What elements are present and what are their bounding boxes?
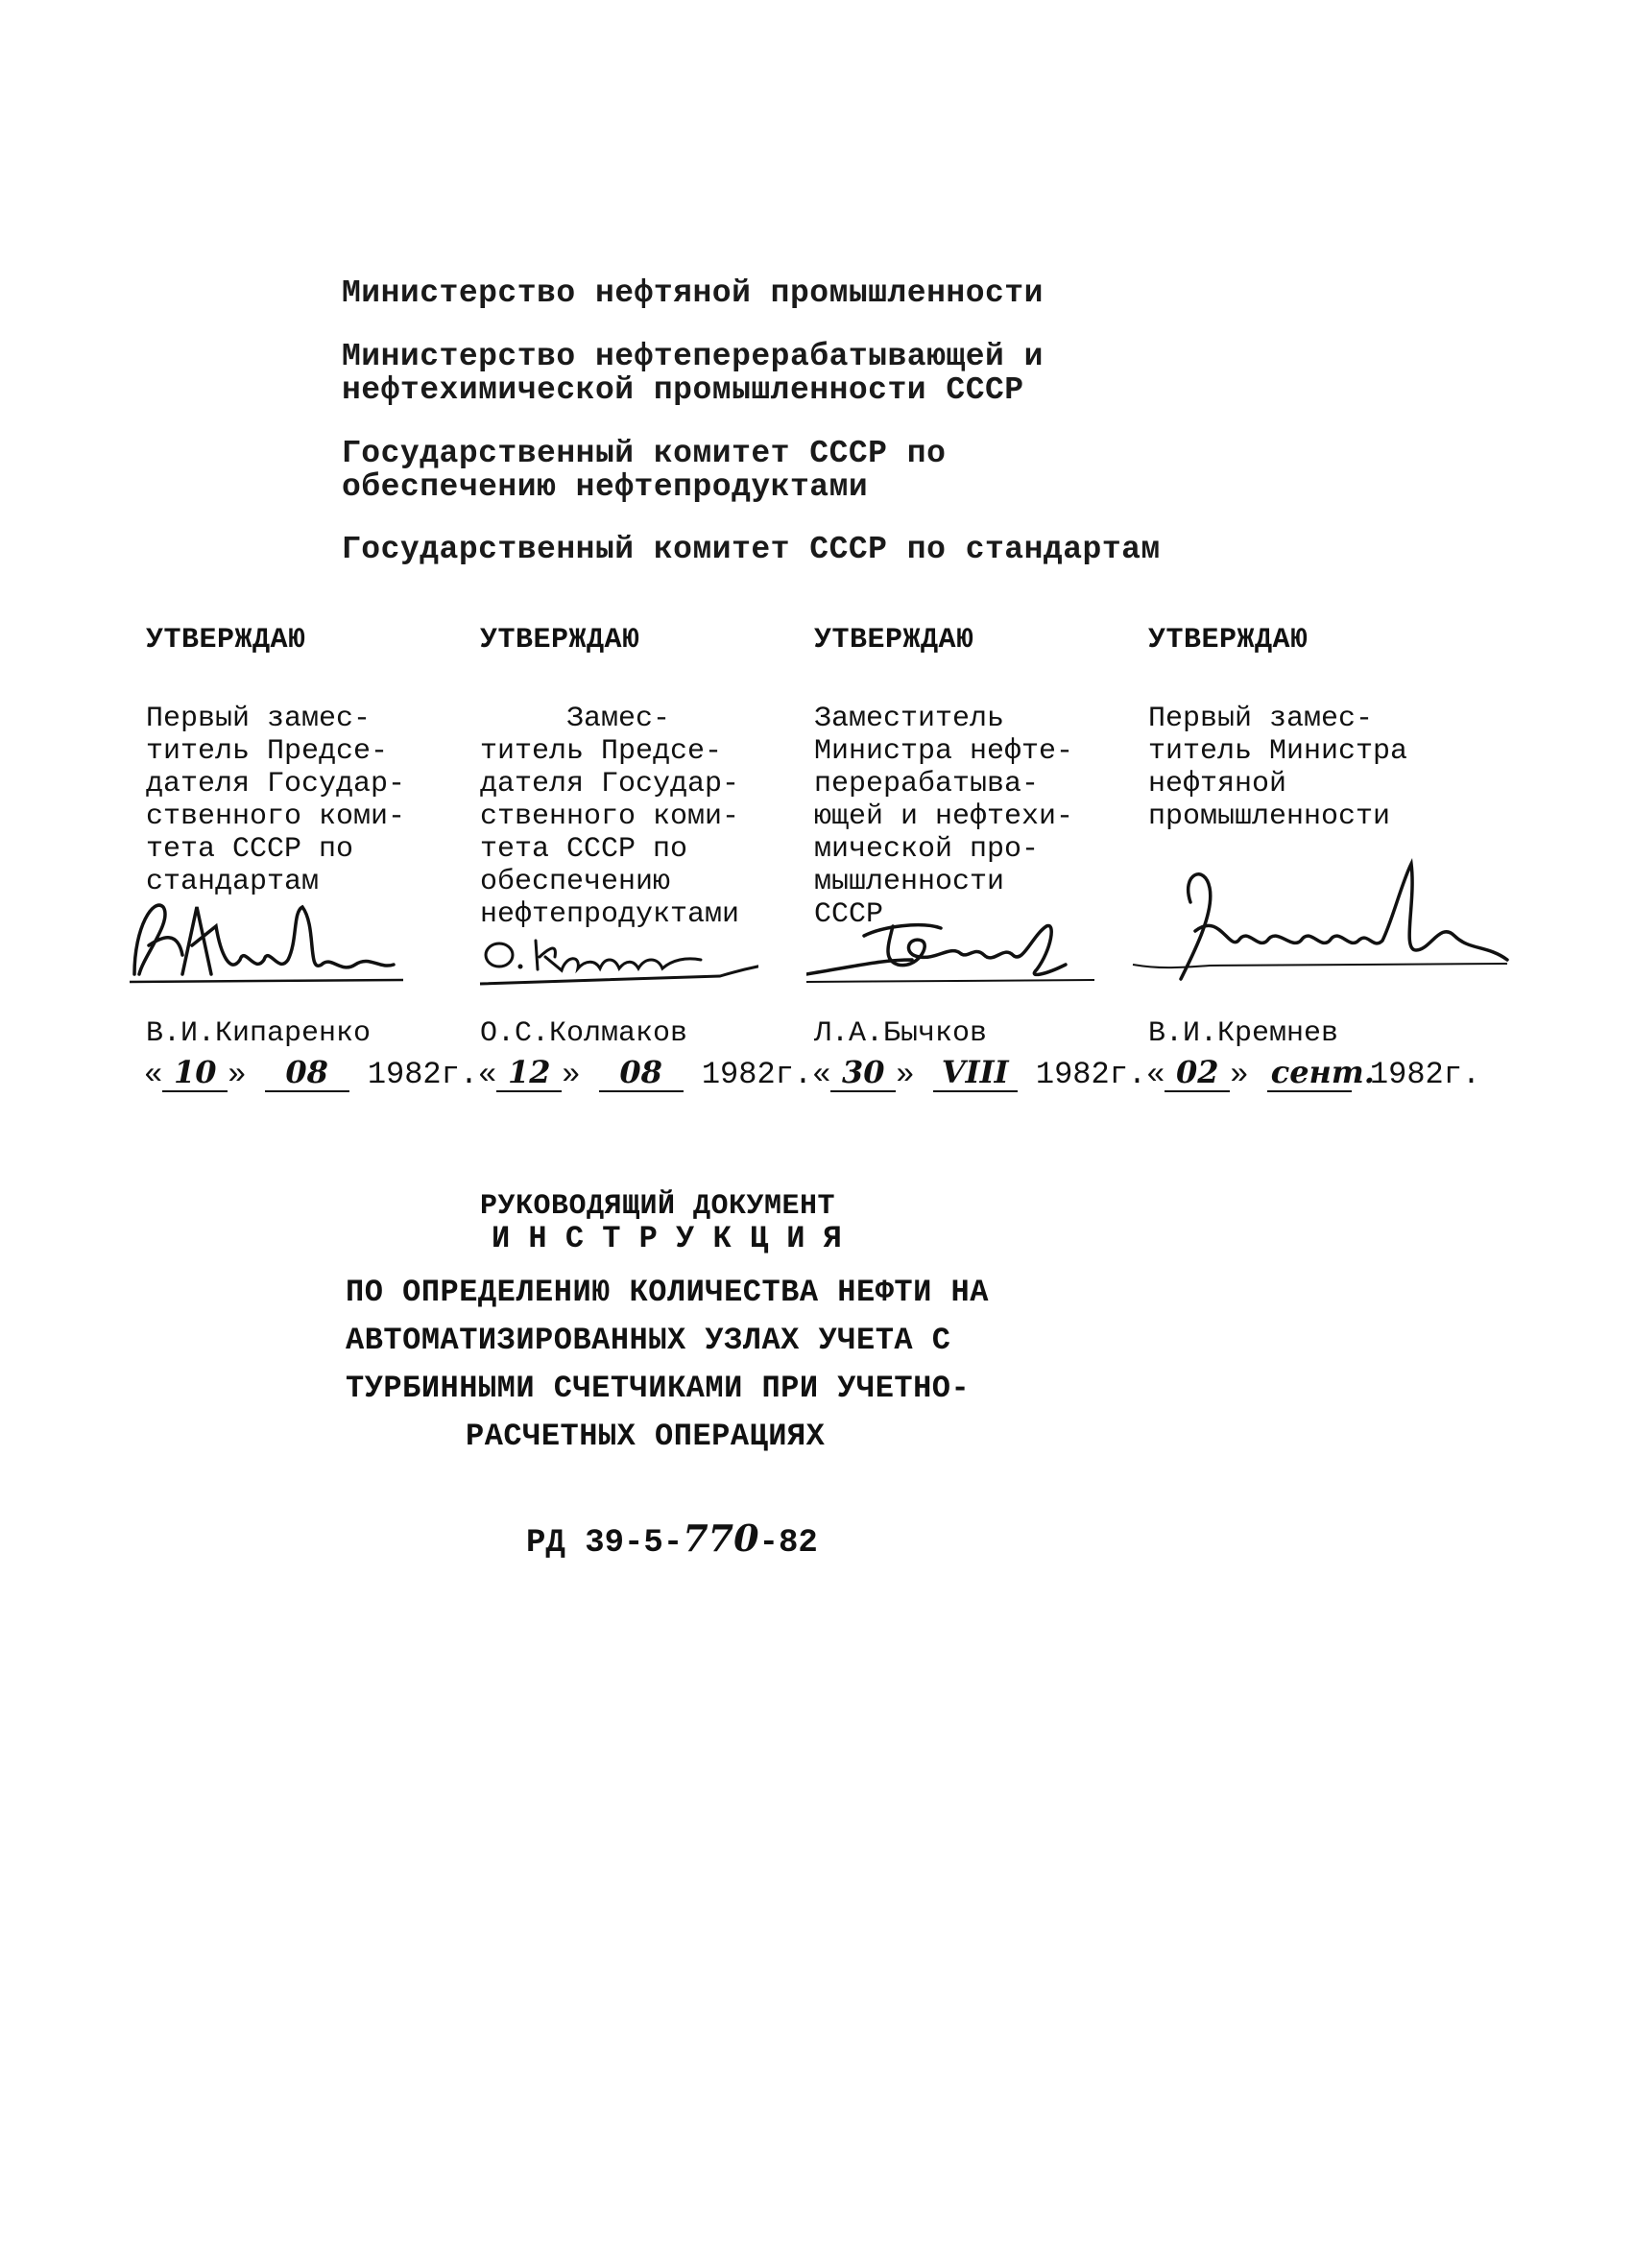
document-number-suffix: -82	[758, 1525, 818, 1562]
document-title-line-2: АВТОМАТИЗИРОВАННЫХ УЗЛАХ УЧЕТА С	[346, 1323, 951, 1358]
approval-position: Заместитель Министра нефте- перерабатыва- ющей и нефтехи- мической про- мышленности СССР	[814, 703, 1074, 931]
date-1-year: 1982г.	[367, 1057, 479, 1092]
approver-name: О.С.Колмаков	[480, 1017, 688, 1050]
ministry-3	[342, 437, 946, 504]
ministry-4	[342, 533, 1161, 566]
approval-heading: УТВЕРЖДАЮ	[480, 624, 640, 657]
document-kind: И Н С Т Р У К Ц И Я	[492, 1221, 842, 1256]
ministry-3-line-2: обеспечению нефтепродуктами	[342, 469, 869, 505]
approval-heading: УТВЕРЖДАЮ	[814, 624, 974, 657]
signature-kremnev	[1123, 845, 1526, 998]
signature-kolmakov	[470, 869, 758, 993]
date-4: « 02 » сент. 1982г.	[1146, 1054, 1481, 1092]
date-3: « 30 » VIII 1982г.	[812, 1054, 1147, 1092]
approval-dates	[144, 1054, 1480, 1092]
date-3-year: 1982г.	[1035, 1057, 1147, 1092]
document-title-line-1: ПО ОПРЕДЕЛЕНИЮ КОЛИЧЕСТВА НЕФТИ НА	[346, 1275, 989, 1310]
date-1: « 10 » 08 1982г.	[144, 1054, 479, 1092]
approver-name: Л.А.Бычков	[814, 1017, 988, 1050]
document-title-line-4: РАСЧЕТНЫХ ОПЕРАЦИЯХ	[466, 1419, 826, 1454]
approval-heading: УТВЕРЖДАЮ	[1148, 624, 1309, 657]
approval-heading: УТВЕРЖДАЮ	[146, 624, 306, 657]
ministry-3-line-1: Государственный комитет СССР по	[342, 436, 947, 471]
date-2: « 12 » 08 1982г.	[478, 1054, 813, 1092]
date-3-day: 30	[830, 1054, 896, 1092]
approval-position: Первый замес- титель Предсе- дателя Госудap- ственного коми- тета СССР по стандартам	[146, 703, 406, 898]
date-4-month: сент.	[1267, 1054, 1352, 1092]
date-4-year: 1982г.	[1369, 1057, 1481, 1092]
ministry-4-line-1: Государственный комитет СССР по стандартам	[342, 532, 1161, 567]
document-title	[346, 1269, 989, 1461]
date-3-month: VIII	[933, 1054, 1018, 1092]
date-4-day: 02	[1165, 1054, 1230, 1092]
signature-kiparenko	[125, 869, 432, 993]
ministry-1	[342, 276, 1044, 310]
approval-column-1	[146, 624, 463, 1050]
signature-bychkov	[806, 869, 1123, 993]
approval-position: Замес- титель Предсе- дателя Госудap- ственного коми- тета СССР по обеспечению нефтепродуктами	[480, 703, 740, 931]
document-number-prefix: РД 39-5-	[526, 1525, 684, 1562]
ministry-2-line-2: нефтехимической промышленности СССР	[342, 372, 1024, 408]
ministry-2-line-1: Министерство нефтеперерабатывающей и	[342, 339, 1044, 374]
date-1-month: 08	[265, 1054, 349, 1092]
document-number	[526, 1516, 818, 1562]
date-2-year: 1982г.	[701, 1057, 813, 1092]
approver-name: В.И.Кипаренко	[146, 1017, 372, 1050]
approver-name: В.И.Кремнев	[1148, 1017, 1339, 1050]
document-type: РУКОВОДЯЩИЙ ДОКУМЕНТ	[480, 1190, 836, 1223]
document-title-line-3: ТУРБИННЫМИ СЧЕТЧИКАМИ ПРИ УЧЕТНО-	[346, 1371, 971, 1406]
date-2-month: 08	[599, 1054, 684, 1092]
date-1-day: 10	[162, 1054, 228, 1092]
approval-column-4	[1148, 624, 1465, 1050]
ministry-2	[342, 340, 1044, 407]
ministry-1-line-1: Министерство нефтяной промышленности	[342, 275, 1044, 311]
document-number-handwritten: 770	[683, 1516, 759, 1560]
approval-position: Первый замес- титель Министра нефтяной промышленности	[1148, 703, 1408, 833]
date-2-day: 12	[496, 1054, 562, 1092]
